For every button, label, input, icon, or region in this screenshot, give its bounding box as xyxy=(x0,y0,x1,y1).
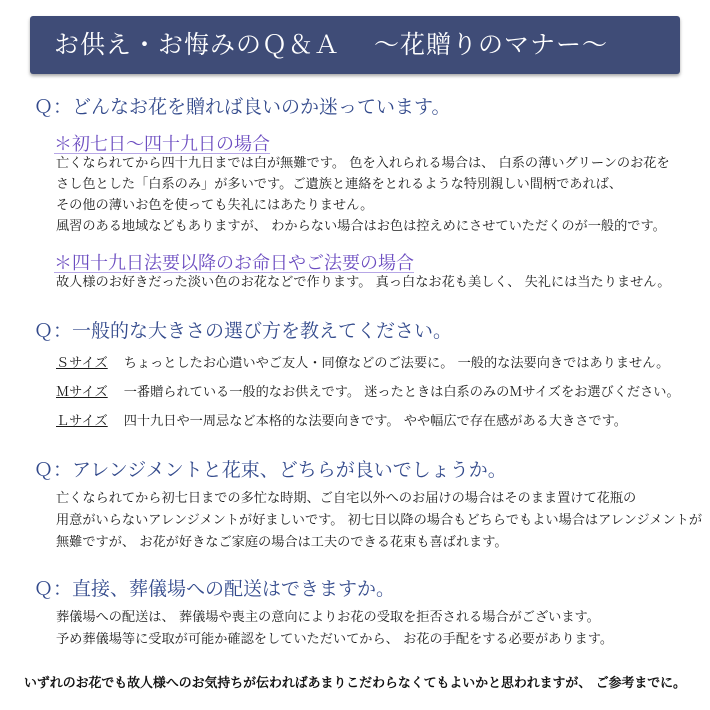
question-flower-choice: Ｑ：どんなお花を贈れば良いのか迷っています。 xyxy=(34,96,451,118)
size-description: ちょっとしたお心遣いやご友人・同僚などのご法要に。 一般的な法要向きではありません。 xyxy=(123,356,670,371)
title-banner xyxy=(30,16,680,74)
text-line: 葬儀場への配送は、 葬儀場や喪主の意向によりお花の受取を拒否される場合がございます。 xyxy=(56,610,600,625)
size-row-l xyxy=(56,410,627,429)
text-line: 故人様のお好きだった淡い色のお花などで作ります。 真っ白なお花も美しく、 失礼には当たりません。 xyxy=(56,275,671,290)
text-line: その他の薄いお色を使っても失礼にはあたりません。 xyxy=(56,198,374,213)
size-label: Ｍサイズ xyxy=(56,385,108,400)
text-line: 亡くなられてから初七日までの多忙な時期、ご自宅以外へのお届けの場合はそのまま置けて花瓶の xyxy=(56,491,637,506)
question-size-choice: Ｑ：一般的な大きさの選び方を教えてください。 xyxy=(34,320,453,342)
question-direct-delivery: Ｑ：直接、葬儀場への配送はできますか。 xyxy=(34,578,396,600)
text-line: 用意がいらないアレンジメントが好ましいです。 初七日以降の場合もどちらでもよい場合はアレンジメントが xyxy=(56,513,703,528)
text-line: 無難ですが、 お花が好きなご家庭の場合は工夫のできる花束も喜ばれます。 xyxy=(56,535,508,550)
size-row-s xyxy=(56,352,669,371)
size-description: 一番贈られている一般的なお供えです。 迷ったときは白系のみのＭサイズをお選びください。 xyxy=(123,385,680,400)
banner-subtitle: ～花贈りのマナー～ xyxy=(374,30,609,59)
size-description: 四十九日や一周忌など本格的な法要向きです。 やや幅広で存在感がある大きさです。 xyxy=(123,414,627,429)
size-label: Ｌサイズ xyxy=(56,414,108,429)
text-line: 風習のある地域などもありますが、 わからない場合はお色は控えめにさせていただくのが一般的です。 xyxy=(56,219,666,234)
question-arrangement-vs-bouquet: Ｑ：アレンジメントと花束、どちらが良いでしょうか。 xyxy=(34,459,507,481)
size-row-m xyxy=(56,381,680,400)
footer-note: いずれのお花でも故人様へのお気持ちが伝わればあまりこだわらなくてもよいかと思われますが、 ご参考までに。 xyxy=(24,676,686,691)
size-label: Ｓサイズ xyxy=(56,356,108,371)
text-line: 予め葬儀場等に受取が可能か確認をしていただいてから、 お花の手配をする必要があります。 xyxy=(56,632,614,647)
text-line: 亡くなられてから四十九日までは白が無難です。 色を入れられる場合は、 白系の薄いグリーンのお花を xyxy=(56,156,670,171)
text-line: さし色とした「白系のみ」が多いです。ご遺族と連絡をとれるような特別親しい間柄であれば、 xyxy=(56,177,623,192)
heading-first-to-49th-day: ＊初七日～四十九日の場合 xyxy=(54,134,270,155)
banner-title: お供え・お悔みのＱ＆Ａ xyxy=(54,30,341,59)
heading-after-49th-day: ＊四十九日法要以降のお命日やご法要の場合 xyxy=(54,253,414,274)
